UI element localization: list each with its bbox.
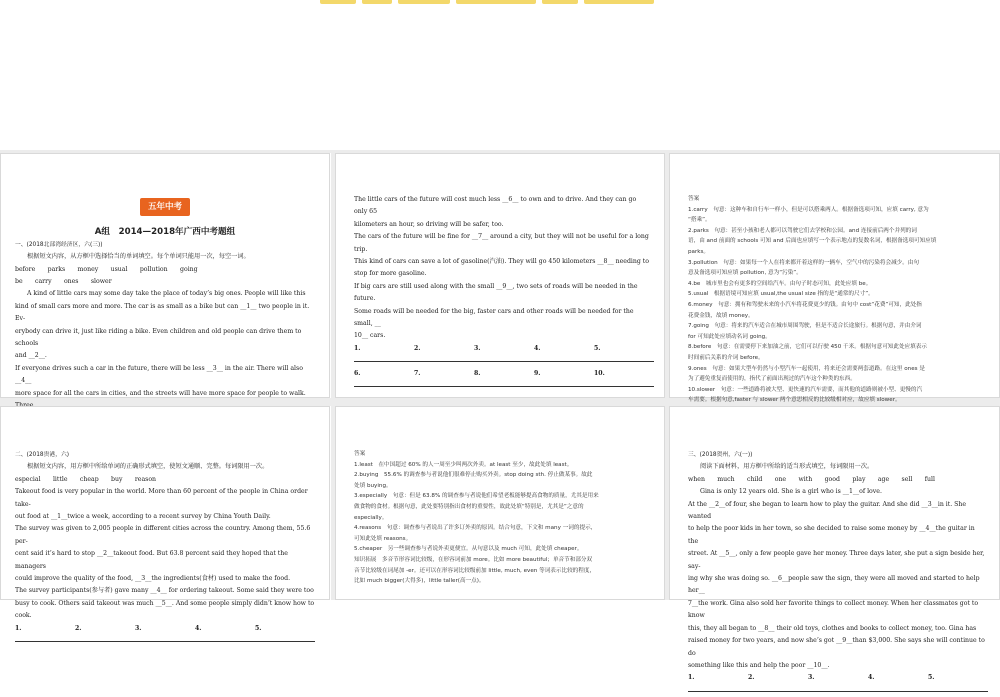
top-strip xyxy=(0,0,1000,150)
answer-blank[interactable]: 2. xyxy=(748,672,808,697)
passage-line: raised money for two years, and now she’s got __9__than $3,000. She says she will continue to do xyxy=(688,637,985,657)
answer-blank[interactable]: 1. xyxy=(354,343,414,368)
answer-line: 时间前后关系的介词 before。 xyxy=(688,354,764,361)
answer-blank[interactable]: 5. xyxy=(594,343,654,368)
answer-line: 8.before 句意：在需要停下来加油之前，它们可以行驶 450 千米。根据句意可知此处应填表示 xyxy=(688,344,927,351)
section-tag: 五年中考 xyxy=(140,198,190,216)
answer-line: “搭乘”。 xyxy=(688,217,711,224)
answer-blank[interactable]: 3. xyxy=(808,672,868,697)
answer-line: 语，由 and 前面的 schools 可知 and 后面也应填写一个表示地点的复数名词，根据备选项可知应填 xyxy=(688,238,937,245)
answer-line: 花费金钱，故填 money。 xyxy=(688,312,754,319)
answer-line: 意及备选项可知应填 pollution, 意为“污染”。 xyxy=(688,270,802,277)
instructions: 根据短文内容，用方框中所给单词的正确形式填空，使短文通顺、完整。每词限用一次。 xyxy=(27,463,269,471)
page-6 xyxy=(669,406,1000,682)
answer-blank[interactable]: 4. xyxy=(195,623,255,648)
answer-blank[interactable]: 6. xyxy=(354,368,414,393)
passage-line: Some roads will be needed for the big, faster cars and other roads will be needed for the small, __ xyxy=(354,307,634,328)
passage-line: If everyone drives such a car in the future, there will be less __3__ in the air. There will also __4__ xyxy=(15,364,303,385)
answer-line: 9.ones 句意：如果大型车仍然与小型汽车一起使用，将来还会需要两套道路。在这里 ones 是 xyxy=(688,365,925,372)
passage-line: out food at __1__twice a week, according to a recent survey by China Youth Daily. xyxy=(15,513,271,521)
page-3-answers xyxy=(669,153,1000,404)
answer-blank[interactable]: 2. xyxy=(75,623,135,648)
answer-blank[interactable]: 5. xyxy=(928,672,988,697)
passage-line: stop for more gasoline. xyxy=(354,270,427,278)
passage-line: 7__the work. Gina also sold her favorite things to collect money. When her classmates got to know xyxy=(688,599,979,620)
answer-line: 10.slower 句意：一些道路将被大型、更快速的汽车需要，而其他的道路则被小型、更慢的汽 xyxy=(688,386,923,393)
passage-line: ing why she was doing so. __6__people saw the sign, they were all moved and started to help her__ xyxy=(688,575,980,595)
page-4 xyxy=(0,406,330,632)
answer-line: 2.buying 55.6% 的调查参与者说他们很难停止购买外卖。stop doing sth. 停止做某事。故此 xyxy=(354,472,593,479)
answer-blank[interactable]: 10. xyxy=(594,368,654,393)
answer-line: 做食物的食材。根据句意，此处要特别指出食材的重要性，故此处填“特别是，尤其是”之意的 xyxy=(354,503,584,510)
answer-title: 答案 xyxy=(354,451,366,457)
answer-line: 为了避免重复而使用的，指代了前面出现过的汽车这个种类的东西。 xyxy=(688,376,856,383)
answer-line: 4.be 城市里也会有更多的空间给汽车。由句子时态可知，此处应填 be。 xyxy=(688,280,872,287)
answer-line: 5.cheaper 另一些调查参与者说外卖更便宜。从句意以及 much 可知，此处填 cheaper。 xyxy=(354,546,583,553)
answer-blank[interactable]: 3. xyxy=(135,623,195,648)
question-heading: 三、(2018贺州，六(一)) xyxy=(688,452,753,458)
banner-cropped-title xyxy=(320,0,680,12)
word-bank: when much child one with good play age sell full xyxy=(688,475,935,483)
passage-line: cook. xyxy=(15,612,32,620)
answer-line: 音节比较级在词尾加 -er。还可以在形容词比较级前加 little, much, even 等词表示比较的程度， xyxy=(354,567,596,574)
answer-blanks-row xyxy=(688,672,985,697)
passage-line: Gina is only 12 years old. She is a girl who is __1__of love. xyxy=(700,488,882,496)
answer-line: 1.carry 句意：这种车和自行车一样小，但是可以搭乘两人。根据备选项可知，应填 carry, 意为 xyxy=(688,206,929,213)
passage-line: busy to cook. Others said takeout was much __5__. And some people simply didn’t know how to xyxy=(15,599,315,607)
instructions: 根据短文内容，从方框中选择恰当的单词填空。每个单词只能用一次，每空一词。 xyxy=(27,253,250,261)
passage-line: If big cars are still used along with the small __9__, two sets of roads will be needed in the future. xyxy=(354,282,638,303)
answer-line: 比如 much bigger(大得多)，little taller(高一点)。 xyxy=(354,578,485,585)
group-heading: A组 2014—2018年广西中考题组 xyxy=(94,227,236,238)
passage-line: something like this and help the poor __10__. xyxy=(688,661,830,669)
answer-line: 5.usual 根据语境可知应填 usual,the usual size 指的是“通常的尺寸”。 xyxy=(688,291,874,298)
question-heading: 一、(2018北部湾经济区，六(三)) xyxy=(15,241,103,248)
question-heading: 二、(2018贵港，六) xyxy=(15,452,70,458)
page-1 xyxy=(0,153,330,398)
passage-line: Takeout food is very popular in the world. More than 60 percent of the people in China order take- xyxy=(15,488,308,508)
answer-blank[interactable]: 7. xyxy=(414,368,474,393)
answer-blanks-row xyxy=(354,343,650,368)
answer-line: especially。 xyxy=(354,514,388,521)
answer-line: 4.reasons 句意：调查参与者说出了许多订外卖的原因。结合句意，下文和 many 一词的提示， xyxy=(354,525,597,532)
word-bank: especial little cheap buy reason xyxy=(15,475,157,483)
answer-blank[interactable]: 5. xyxy=(255,623,315,648)
answer-line: 7.going 句意：将来的汽车适合在城市周围驾驶，但是不适合长途旅行。根据句意，并由介词 xyxy=(688,323,922,330)
answer-line: 可知此处填 reasons。 xyxy=(354,535,412,542)
answer-line: 6.money 句意：拥有和驾驶未来的小汽车将花费更少的钱。由句中 cost“花费”可知，此处指 xyxy=(688,301,922,308)
passage-line: and __2__. xyxy=(15,352,47,360)
answer-blank[interactable]: 9. xyxy=(534,368,594,393)
answer-blank[interactable]: 4. xyxy=(868,672,928,697)
answer-line: 1.least 在中国超过 60% 的人一周至少叫两次外卖。at least 至少，故此处填 least。 xyxy=(354,461,573,468)
passage-line: The cars of the future will be fine for __7__ around a city, but they will not be useful for a long xyxy=(354,233,649,241)
passage-line: This kind of cars can save a lot of gasoline(汽油). They will go 450 kilometers __8__ needing to xyxy=(354,258,650,266)
passage-line: The survey was given to 2,005 people in different cities across the country. Among them, 55.6 per- xyxy=(15,525,311,545)
answer-blank[interactable]: 3. xyxy=(474,343,534,368)
answer-line: 2.parks 句意：甚至小孩和老人都可以驾驶它们去学校和公园。and 连接前后两个并列的词 xyxy=(688,227,917,234)
passage-line: this, they all began to __8__ their old toys, clothes and books to collect money, too. Gina has xyxy=(688,624,977,632)
answer-line: 处填 buying。 xyxy=(354,482,392,489)
answer-title: 答案 xyxy=(688,196,700,202)
passage-line: trip. xyxy=(354,245,368,253)
passage-line: could improve the quality of the food, __3__the ingredients(食材) used to make the food. xyxy=(15,575,291,583)
passage-line: The survey participants(参与者) gave many __4__ for ordering takeout. Some said they were too xyxy=(15,587,314,595)
word-bank-line-2: be carry ones slower xyxy=(15,278,112,286)
passage-line: to help the poor kids in her town, so she decided to raise some money by __4__the guitar in the xyxy=(688,525,975,545)
answer-blank[interactable]: 1. xyxy=(688,672,748,697)
answer-blanks-row xyxy=(15,623,315,648)
answer-blanks-row xyxy=(354,368,650,393)
answer-line: 车需要。根据句意,faster 与 slower 两个意思相反的比较级相对应，故应填 slower。 xyxy=(688,397,901,404)
page-2 xyxy=(335,153,665,398)
page-5-answers xyxy=(335,406,665,600)
answer-blank[interactable]: 1. xyxy=(15,623,75,648)
answer-blank[interactable]: 4. xyxy=(534,343,594,368)
passage-line: cent said it’s hard to stop __2__takeout food. But 63.8 percent said they hoped that the managers xyxy=(15,550,288,570)
word-bank-line-1: before parks money usual pollution going xyxy=(15,265,198,273)
passage-line: street. At __5__, only a few people gave her money. Three days later, she put a sign beside her, say- xyxy=(688,550,985,570)
answer-line: 知识拓展 多音节形容词比较级，在形容词前加 more。比如 more beautiful；单音节和部分双 xyxy=(354,556,593,563)
answer-line: 3.pollution 句意：如果每一个人在将来都开着这样的一辆车，空气中的污染将会减少。由句 xyxy=(688,259,920,266)
answer-line: 3.especially 句意：但是 63.8% 的调查参与者说他们希望老板能够提高食物的质量，尤其是用来 xyxy=(354,493,599,500)
answer-blank[interactable]: 2. xyxy=(414,343,474,368)
passage-line: kind of small cars more and more. The car is as small as a bike but can __1__ two people in it. Ev- xyxy=(15,302,310,323)
instructions: 阅读下面材料，用方框中所给的适当形式填空，每词限用一次。 xyxy=(700,463,874,471)
answer-line: parks。 xyxy=(688,248,710,255)
passage-line: A kind of little cars may some day take the place of today’s big ones. People will like this xyxy=(27,290,306,298)
passage-line: The little cars of the future will cost much less __6__ to own and to drive. And they can go only 65 xyxy=(354,196,637,216)
passage-line: more space for all the cars in cities, and the streets will have more space for people to walk. xyxy=(15,389,306,397)
passage-line: erybody can drive it, just like riding a bike. Even children and old people can drive them to schools xyxy=(15,327,302,348)
passage-line: kilometers an hour, so driving will be safer, too. xyxy=(354,220,504,228)
passage-line: 10__ cars. xyxy=(354,332,386,340)
passage-line: At the __2__of four, she began to learn how to play the guitar. And she did __3__in it. She wanted xyxy=(688,500,967,521)
answer-line: for 可知此处应填动名词 going。 xyxy=(688,333,771,340)
answer-blank[interactable]: 8. xyxy=(474,368,534,393)
